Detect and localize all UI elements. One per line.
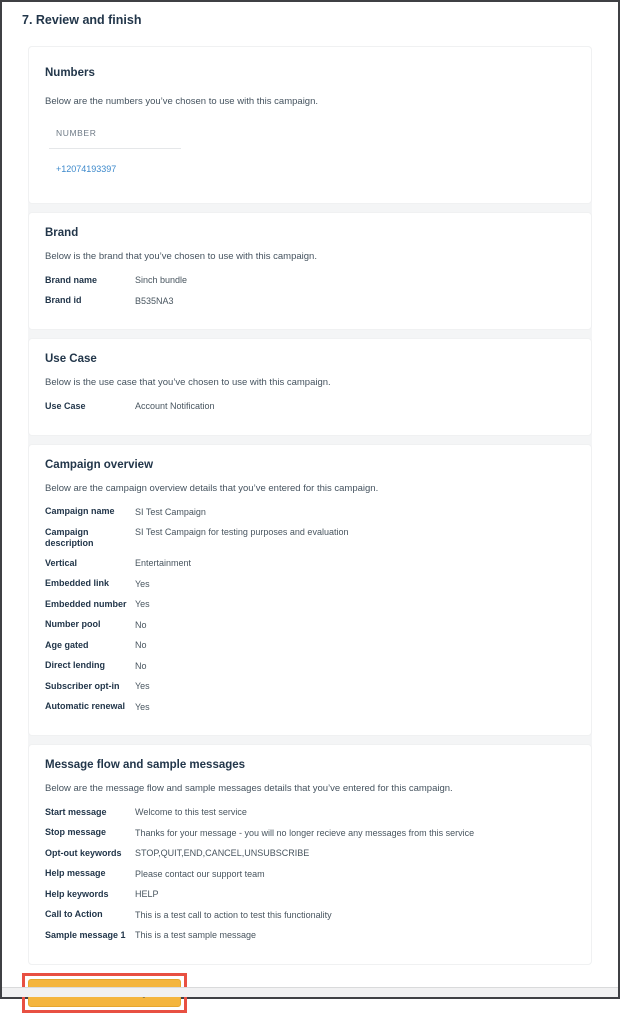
- card-title: Campaign overview: [45, 458, 154, 471]
- field-row: [45, 270, 575, 291]
- field-label: Direct lending: [45, 660, 106, 670]
- card-numbers: [28, 46, 592, 204]
- card-campaign-overview: [28, 444, 592, 737]
- field-row: [45, 802, 575, 823]
- field-label: Brand name: [45, 274, 98, 285]
- card-description: Below are the campaign overview details that you’ve entered for this campaign.: [45, 482, 379, 494]
- field-value: Yes: [135, 701, 150, 712]
- field-label: Campaign name: [45, 506, 115, 516]
- field-value: Sinch bundle: [135, 275, 188, 285]
- field-label: Number pool: [45, 619, 101, 629]
- page-title: 7. Review and finish: [22, 13, 142, 27]
- field-value: This is a test sample message: [135, 930, 257, 940]
- field-label: Help keywords: [45, 888, 109, 899]
- field-rows: [45, 270, 575, 311]
- field-value: B535NA3: [135, 295, 174, 306]
- field-row: [45, 656, 575, 677]
- field-label: Call to Action: [45, 909, 103, 919]
- field-row: [45, 823, 575, 844]
- field-label: Help message: [45, 868, 106, 878]
- numbers-table: [49, 122, 181, 177]
- field-label: Stop message: [45, 827, 107, 837]
- field-value: No: [135, 640, 147, 650]
- field-row: [45, 864, 575, 885]
- field-label: Subscriber opt-in: [45, 680, 120, 691]
- field-rows: [45, 396, 575, 417]
- field-value: Account Notification: [135, 401, 215, 411]
- page-bottom-strip: [2, 987, 618, 997]
- field-value: HELP: [135, 889, 159, 899]
- field-value: Welcome to this test service: [135, 807, 247, 817]
- field-row: [45, 884, 575, 905]
- phone-number-link[interactable]: +12074193397: [56, 164, 117, 174]
- field-row: [45, 676, 575, 697]
- field-row: [45, 843, 575, 864]
- card-description: Below is the use case that you’ve chosen to use with this campaign.: [45, 377, 331, 388]
- field-value: Thanks for your message - you will no longer recieve any messages from this service: [135, 827, 475, 838]
- field-value: SI Test Campaign for testing purposes and evaluation: [135, 527, 349, 537]
- card-title: Brand: [45, 227, 79, 239]
- field-value: Yes: [135, 599, 150, 609]
- field-value: No: [135, 619, 147, 630]
- field-value: SI Test Campaign: [135, 506, 206, 517]
- field-value: Please contact our support team: [135, 868, 265, 879]
- field-value: Yes: [135, 578, 150, 589]
- field-row: [45, 291, 575, 312]
- field-row: [45, 697, 575, 718]
- card-title: Message flow and sample messages: [45, 759, 246, 771]
- card-title: Use Case: [45, 353, 97, 365]
- card-stack: [28, 46, 592, 965]
- card-description: Below are the message flow and sample messages details that you’ve entered for this campaign.: [45, 783, 453, 794]
- field-value: Yes: [135, 681, 150, 691]
- field-value: No: [135, 660, 147, 671]
- field-label: Automatic renewal: [45, 701, 126, 711]
- field-label: Opt-out keywords: [45, 847, 122, 858]
- card-title: Numbers: [45, 67, 95, 79]
- card-use-case: [28, 338, 592, 436]
- card-brand: [28, 212, 592, 330]
- field-row: [45, 635, 575, 656]
- number-column-header: NUMBER: [49, 122, 181, 149]
- field-value: Entertainment: [135, 558, 192, 568]
- field-label: Embedded number: [45, 598, 127, 609]
- field-row: [45, 574, 575, 595]
- field-value: STOP,QUIT,END,CANCEL,UNSUBSCRIBE: [135, 848, 310, 858]
- review-page: [2, 13, 618, 1007]
- field-row: [45, 905, 575, 926]
- field-label: Campaign description: [45, 526, 94, 548]
- field-rows: [45, 502, 575, 718]
- field-row: [45, 502, 575, 523]
- field-label: Use Case: [45, 400, 86, 411]
- card-description: Below is the brand that you’ve chosen to use with this campaign.: [45, 251, 317, 262]
- field-rows: [45, 802, 575, 946]
- card-description: Below are the numbers you’ve chosen to use with this campaign.: [45, 96, 319, 107]
- field-row: [45, 615, 575, 636]
- field-value: This is a test call to action to test this functionality: [135, 909, 332, 920]
- field-label: Sample message 1: [45, 929, 126, 940]
- card-message-flow: [28, 744, 592, 965]
- field-label: Age gated: [45, 639, 89, 650]
- table-row: [49, 149, 181, 177]
- field-label: Vertical: [45, 557, 78, 568]
- field-label: Start message: [45, 806, 107, 817]
- field-row: [45, 396, 575, 417]
- field-label: Embedded link: [45, 578, 110, 588]
- field-row: [45, 925, 575, 946]
- field-row: [45, 553, 575, 574]
- field-row: [45, 594, 575, 615]
- field-label: Brand id: [45, 295, 82, 305]
- field-row: [45, 522, 575, 553]
